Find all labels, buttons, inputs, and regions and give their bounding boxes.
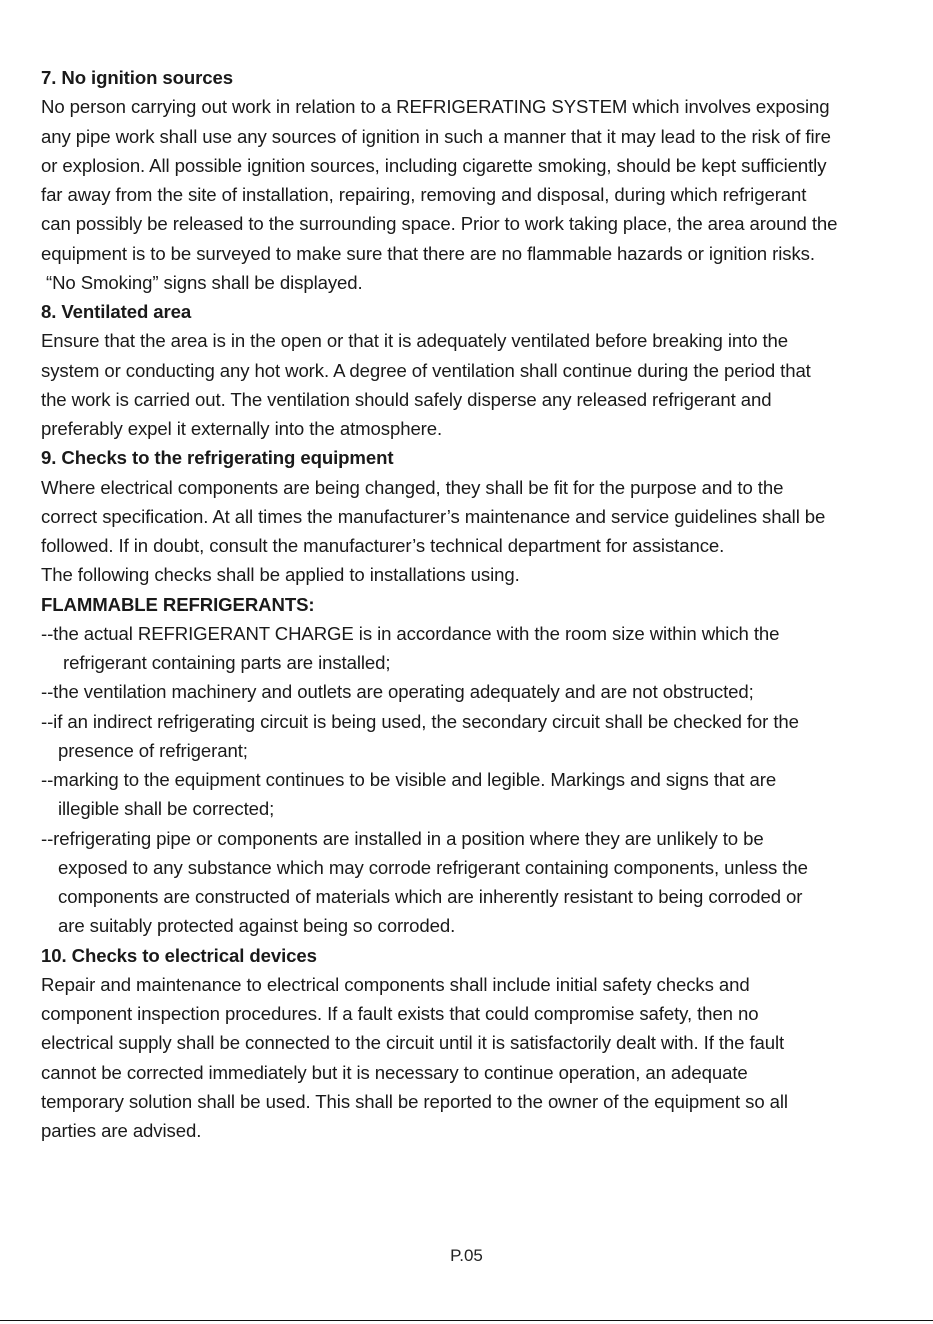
checklist-item: --marking to the equipment continues to be visible and legible. Markings and signs that are	[41, 769, 777, 790]
paragraph-line: Where electrical components are being changed, they shall be fit for the purpose and to the	[41, 476, 784, 498]
checklist-item-continuation: are suitably protected against being so corroded.	[58, 915, 456, 937]
paragraph-line: The following checks shall be applied to installations using.	[41, 564, 520, 586]
paragraph-line: parties are advised.	[41, 1120, 202, 1141]
paragraph-line: “No Smoking” signs shall be displayed.	[46, 271, 363, 293]
paragraph-line: preferably expel it externally into the atmosphere.	[41, 418, 443, 439]
paragraph-line: the work is carried out. The ventilation should safely disperse any released refrigerant and	[41, 388, 772, 410]
checklist-item-continuation: illegible shall be corrected;	[58, 798, 275, 820]
paragraph-line: system or conducting any hot work. A degree of ventilation shall continue during the period that	[41, 359, 811, 381]
section-heading-no-ignition-sources: 7. No ignition sources	[41, 67, 234, 88]
section-heading-checks-electrical-devices: 10. Checks to electrical devices	[41, 944, 317, 966]
checklist-item-continuation: refrigerant containing parts are installed;	[63, 652, 391, 673]
paragraph-line: cannot be corrected immediately but it is necessary to continue operation, an adequate	[41, 1061, 748, 1083]
paragraph-line: Ensure that the area is in the open or that it is adequately ventilated before breaking into the	[41, 330, 789, 352]
paragraph-line: followed. If in doubt, consult the manufacturer’s technical department for assistance.	[41, 535, 725, 556]
paragraph-line: correct specification. At all times the manufacturer’s maintenance and service guidelines shall be	[41, 505, 826, 527]
section-heading-checks-refrigerating-equipment: 9. Checks to the refrigerating equipment	[41, 447, 394, 469]
paragraph-line: No person carrying out work in relation to a REFRIGERATING SYSTEM which involves exposing	[41, 96, 830, 118]
paragraph-line: electrical supply shall be connected to the circuit until it is satisfactorily dealt with. If the fault	[41, 1032, 785, 1054]
checklist-item: --if an indirect refrigerating circuit is being used, the secondary circuit shall be checked for the	[41, 710, 799, 732]
checklist-item: --refrigerating pipe or components are installed in a position where they are unlikely to be	[41, 827, 764, 849]
section-heading-ventilated-area: 8. Ventilated area	[41, 301, 192, 322]
paragraph-line: equipment is to be surveyed to make sure that there are no flammable hazards or ignition risks.	[41, 242, 815, 264]
paragraph-line: Repair and maintenance to electrical components shall include initial safety checks and	[41, 973, 750, 995]
paragraph-line: can possibly be released to the surrounding space. Prior to work taking place, the area around the	[41, 213, 838, 235]
paragraph-line: or explosion. All possible ignition sources, including cigarette smoking, should be kept sufficiently	[41, 154, 827, 176]
paragraph-line: far away from the site of installation, repairing, removing and disposal, during which refrigerant	[41, 184, 807, 205]
document-body	[41, 63, 913, 1145]
subheading-flammable-refrigerants: FLAMMABLE REFRIGERANTS:	[41, 593, 315, 615]
paragraph-line: any pipe work shall use any sources of ignition in such a manner that it may lead to the risk of fire	[41, 125, 831, 147]
page-number: P.05	[450, 1246, 483, 1265]
checklist-item: --the actual REFRIGERANT CHARGE is in accordance with the room size within which the	[41, 622, 780, 644]
checklist-item: --the ventilation machinery and outlets are operating adequately and are not obstructed;	[41, 681, 754, 703]
paragraph-line: component inspection procedures. If a fault exists that could compromise safety, then no	[41, 1003, 759, 1024]
paragraph-line: temporary solution shall be used. This shall be reported to the owner of the equipment so all	[41, 1090, 788, 1112]
bottom-divider	[0, 1320, 933, 1321]
checklist-item-continuation: exposed to any substance which may corrode refrigerant containing components, unless the	[58, 856, 808, 878]
checklist-item-continuation: components are constructed of materials which are inherently resistant to being corroded or	[58, 886, 803, 907]
checklist-item-continuation: presence of refrigerant;	[58, 739, 248, 761]
